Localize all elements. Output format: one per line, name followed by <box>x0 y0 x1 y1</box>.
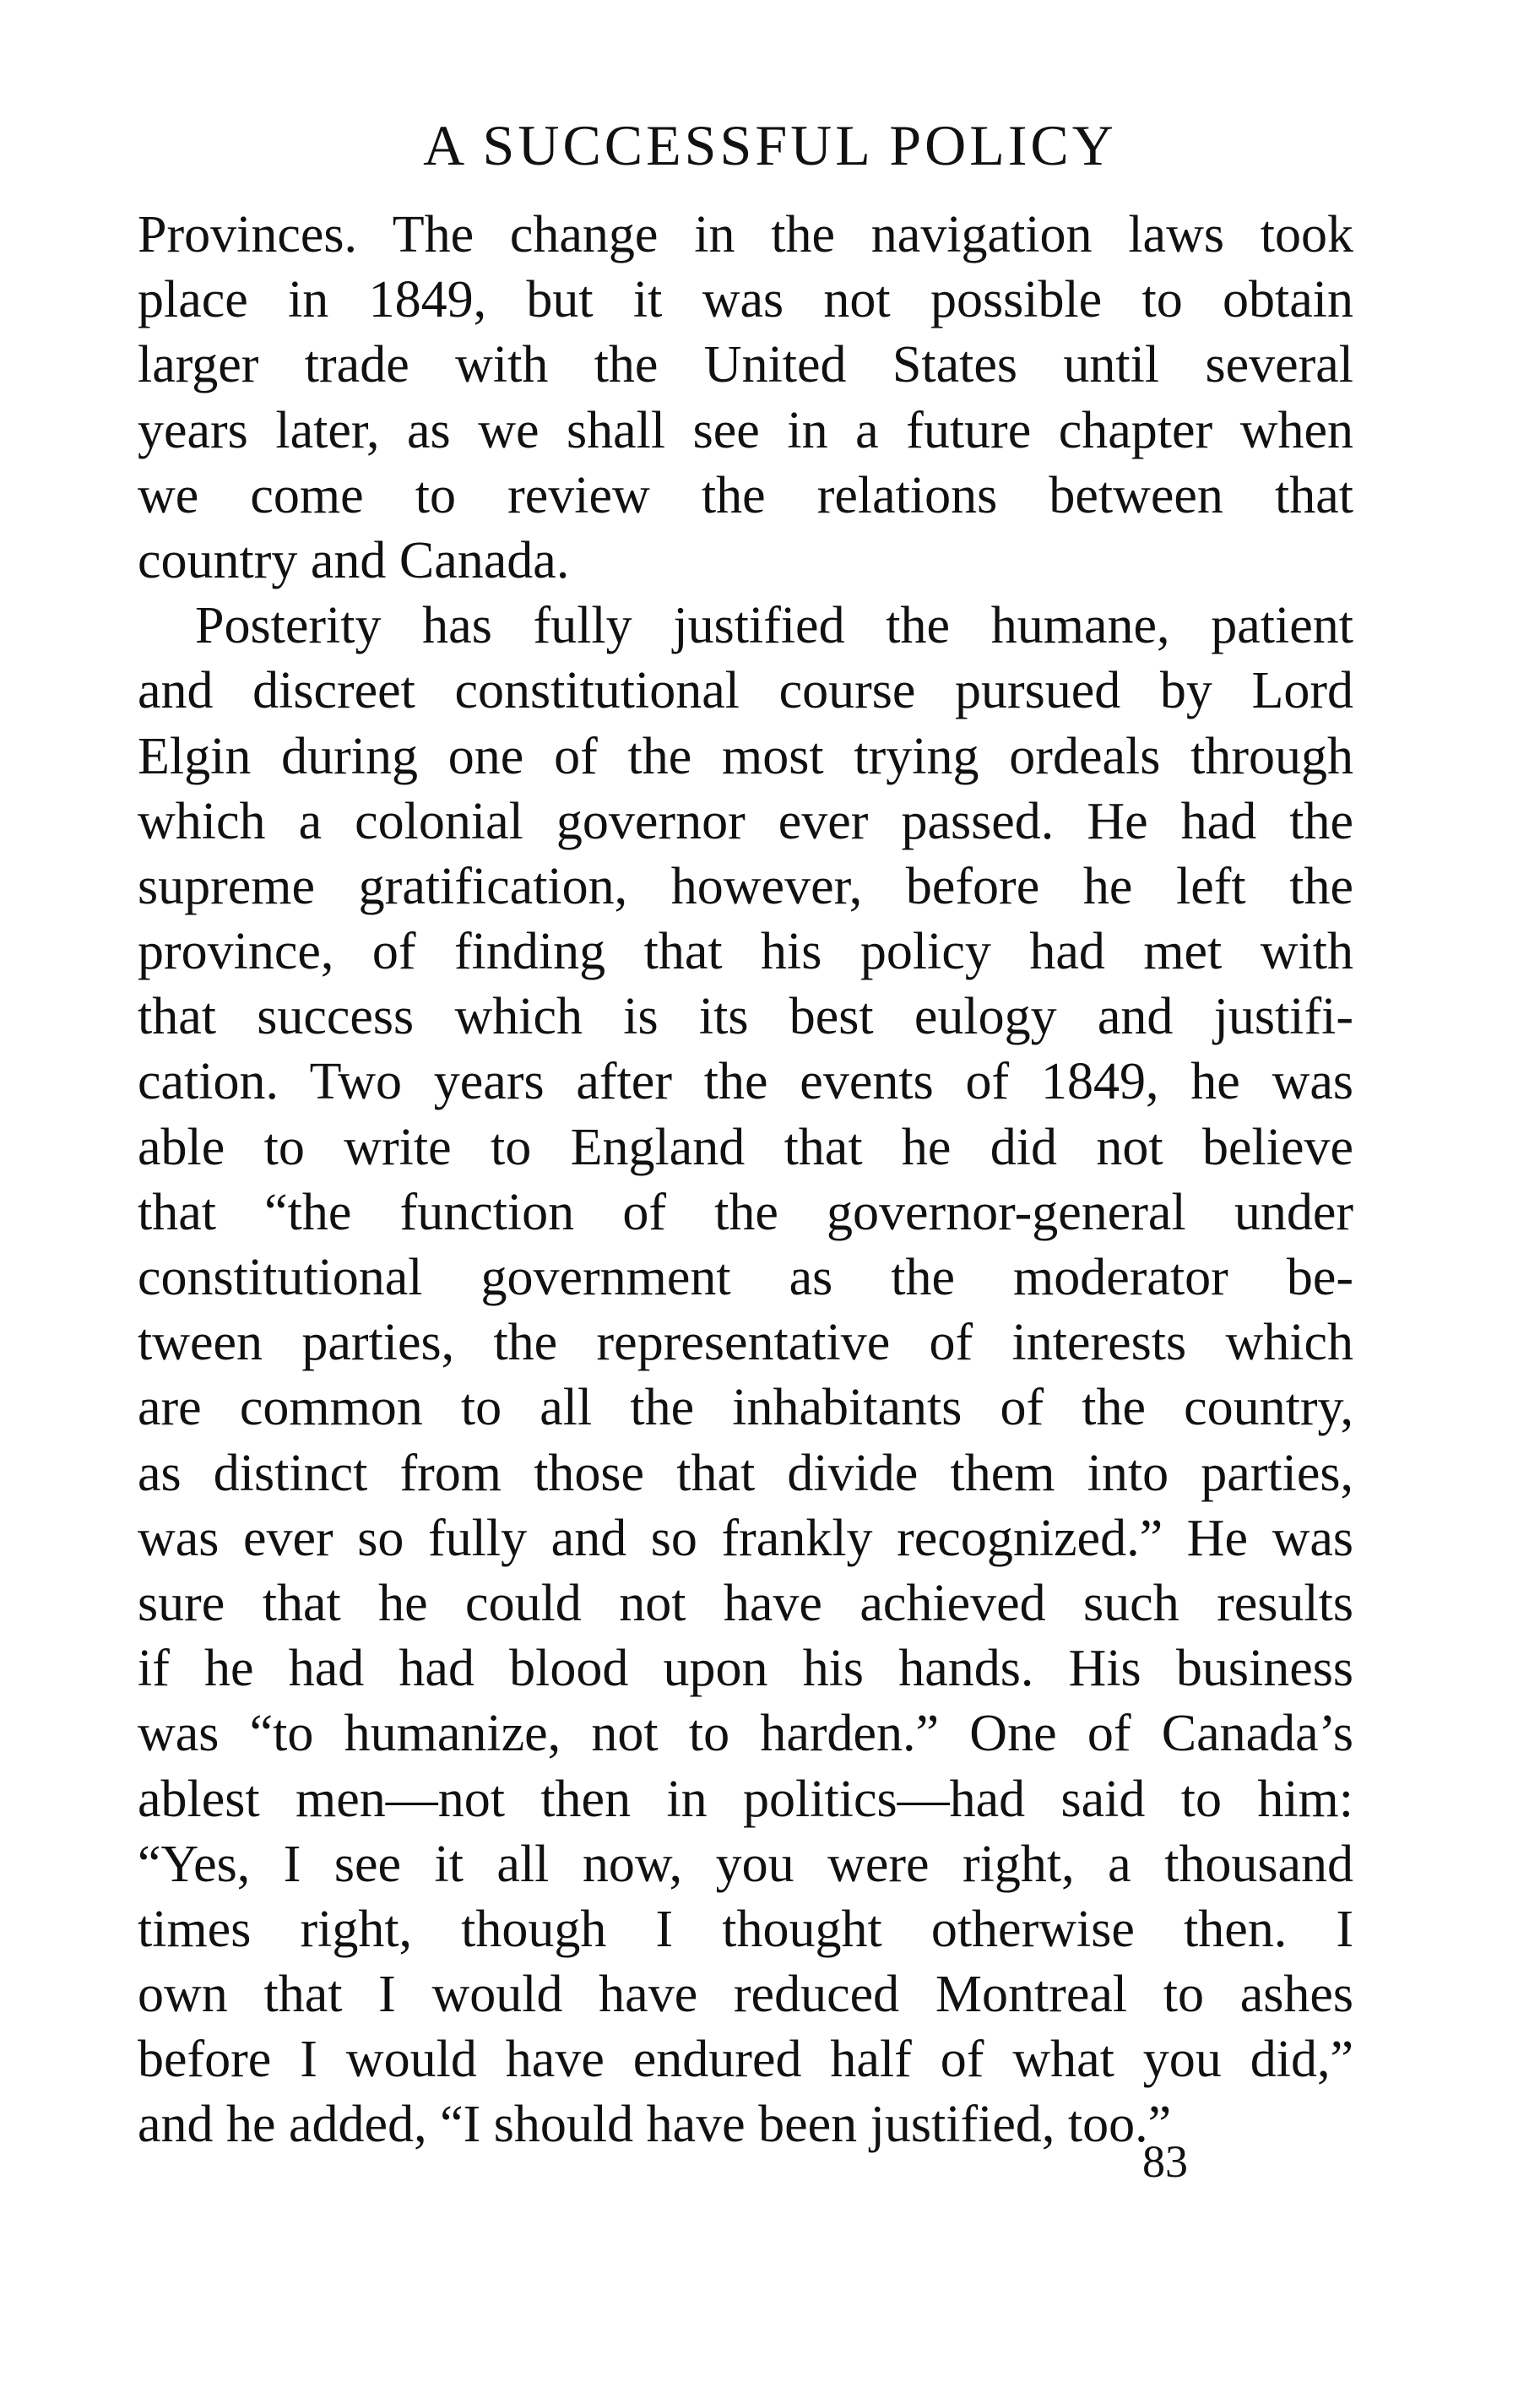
text-line: as distinct from those that divide them into parties, <box>138 1444 1353 1502</box>
body-text <box>138 203 1353 2158</box>
text-line: that success which is its best eulogy and justifi- <box>138 988 1353 1046</box>
text-line: larger trade with the United States until several <box>138 336 1353 394</box>
text-line: province, of finding that his policy had met with <box>138 923 1353 981</box>
text-line: sure that he could not have achieved such results <box>138 1574 1353 1632</box>
paragraph <box>138 203 1353 594</box>
text-line: Elgin during one of the most trying ordeals through <box>138 727 1353 785</box>
text-line: are common to all the inhabitants of the country, <box>138 1379 1353 1437</box>
text-line: if he had had blood upon his hands. His business <box>138 1640 1353 1698</box>
text-line: tween parties, the representative of interests which <box>138 1314 1353 1372</box>
text-line: and he added, “I should have been justified, too.” <box>138 2096 1172 2154</box>
paragraph <box>138 594 1353 2158</box>
text-line: own that I would have reduced Montreal to ashes <box>138 1966 1353 2024</box>
text-line: times right, though I thought otherwise then. I <box>138 1900 1353 1958</box>
text-line: constitutional government as the moderator be- <box>138 1249 1353 1306</box>
text-line: years later, as we shall see in a future chapter when <box>138 401 1353 459</box>
text-line: before I would have endured half of what you did,” <box>138 2031 1353 2089</box>
text-line: ablest men—not then in politics—had said to him: <box>138 1770 1353 1828</box>
text-line: able to write to England that he did not believe <box>138 1118 1353 1176</box>
text-line: which a colonial governor ever passed. He had the <box>138 792 1353 850</box>
text-line: cation. Two years after the events of 1849, he was <box>138 1053 1353 1111</box>
page-number: 83 <box>1142 2136 1188 2187</box>
text-line: supreme gratification, however, before he left the <box>138 857 1353 915</box>
text-line: “Yes, I see it all now, you were right, a thousand <box>138 1835 1353 1893</box>
text-line: place in 1849, but it was not possible to obtain <box>138 271 1353 329</box>
text-line: Posterity has fully justified the humane, patient <box>195 597 1353 655</box>
text-line: was “to humanize, not to harden.” One of Canada’s <box>138 1705 1353 1763</box>
text-line: that “the function of the governor-general under <box>138 1183 1353 1241</box>
text-line: and discreet constitutional course pursued by Lord <box>138 662 1353 720</box>
text-line: we come to review the relations between that <box>138 466 1353 524</box>
text-line: country and Canada. <box>138 531 570 589</box>
text-line: Provinces. The change in the navigation laws took <box>138 206 1353 263</box>
text-line: was ever so fully and so frankly recognized.” He was <box>138 1509 1353 1567</box>
running-head: A SUCCESSFUL POLICY <box>423 113 1117 177</box>
